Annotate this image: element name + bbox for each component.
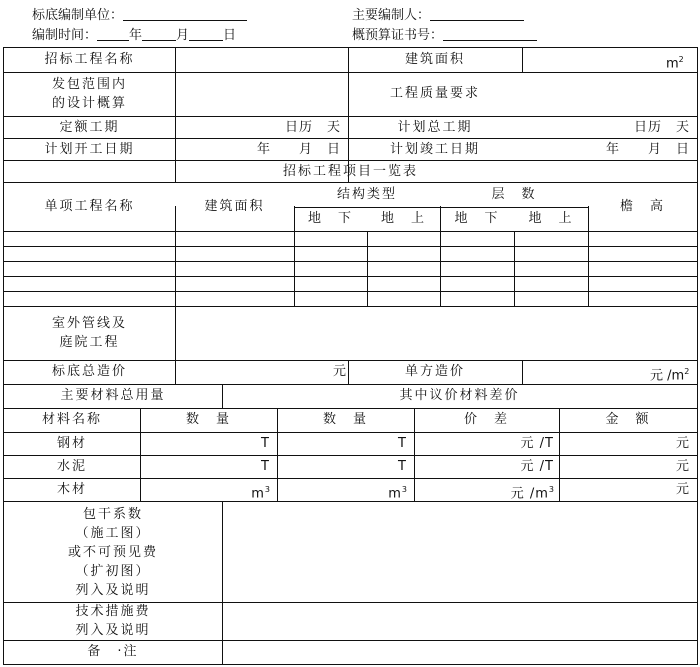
- total-price-label: 标底总造价: [51, 364, 127, 379]
- price-difference-unit: 元 /T: [520, 459, 554, 474]
- month-label: 月: [176, 28, 190, 43]
- lump-sum-coefficient-label: 包干系数 （施工图） 或不可预见费 （扩初图） 列入及说明: [67, 507, 158, 598]
- material-name: 钢材: [56, 436, 87, 451]
- grid-line: [4, 640, 697, 641]
- quantity-unit: T: [261, 436, 270, 451]
- grid-line: [367, 231, 368, 306]
- grid-line: [588, 206, 589, 306]
- material-name-header: 材料名称: [41, 412, 102, 427]
- quota-period-label: 定额工期: [59, 120, 120, 135]
- main-preparer-label: 主要编制人：: [352, 8, 431, 23]
- grid-line: [175, 306, 176, 384]
- grid-line: [4, 432, 697, 433]
- calendar-days-unit: 日历 天: [633, 120, 690, 135]
- quantity-unit: T: [398, 459, 407, 474]
- grid-line: [4, 276, 697, 277]
- grid-line: [4, 116, 697, 117]
- year-blank[interactable]: [97, 27, 129, 41]
- contract-scope-label: 发包范围内 的设计概算: [51, 77, 127, 111]
- amount-unit: 元: [675, 459, 690, 474]
- grid-line: [175, 48, 176, 182]
- grid-line: [294, 207, 588, 208]
- day-label: 日: [223, 28, 237, 43]
- amount-header: 金 额: [605, 412, 651, 427]
- aboveground-header: 地 上: [528, 211, 574, 226]
- price-difference-unit: 元 /T: [520, 436, 554, 451]
- unit-price-label: 单方造价: [404, 364, 465, 379]
- underground-header: 地 下: [454, 211, 500, 226]
- year-label: 年: [129, 28, 143, 43]
- grid-line: [522, 360, 523, 384]
- material-name: 水泥: [56, 459, 87, 474]
- certificate-field: [352, 27, 537, 44]
- grid-line: [4, 478, 697, 479]
- grid-line: [175, 206, 176, 306]
- item-area-header: 建筑面积: [204, 199, 265, 214]
- bidder-unit-field: [32, 7, 247, 24]
- end-date-units: 年 月 日: [605, 142, 690, 157]
- quantity-header: 数 量: [185, 412, 231, 427]
- grid-line: [4, 408, 697, 409]
- grid-line: [4, 360, 697, 361]
- item-name-header: 单项工程名称: [44, 199, 135, 214]
- outdoor-works-label: 室外管线及 庭院工程: [51, 316, 127, 350]
- grid-line: [4, 306, 697, 307]
- overview-title: 招标工程项目一览表: [282, 164, 418, 179]
- start-date-units: 年 月 日: [256, 142, 341, 157]
- unit-price-unit: 元 $/m^2$: [650, 367, 690, 384]
- certificate-label: 概预算证书号：: [352, 28, 444, 43]
- price-difference-unit: 元 $/m^3$: [510, 485, 554, 502]
- grid-line: [4, 182, 697, 183]
- bidder-unit-blank[interactable]: [123, 7, 247, 21]
- grid-line: [4, 138, 697, 139]
- planned-end-label: 计划竣工日期: [389, 142, 480, 157]
- bid-form-table: [3, 47, 698, 665]
- material-name: 木材: [56, 482, 87, 497]
- structure-type-header: 结构类型: [336, 187, 397, 202]
- date-field: [32, 27, 236, 44]
- planned-total-period-label: 计划总工期: [397, 120, 473, 135]
- quantity-unit: T: [261, 459, 270, 474]
- technical-measures-label: 技术措施费 列入及说明: [75, 604, 151, 638]
- remarks-label: 备 ·注: [87, 644, 139, 659]
- yuan-unit: 元: [333, 364, 347, 379]
- quality-requirement-label: 工程质量要求: [389, 86, 480, 101]
- eave-height-header: 檐 高: [619, 199, 665, 214]
- grid-line: [522, 48, 523, 72]
- grid-line: [222, 501, 223, 664]
- project-name-label: 招标工程名称: [44, 52, 135, 67]
- grid-line: [4, 160, 697, 161]
- main-materials-label: 主要材料总用量: [60, 388, 166, 403]
- grid-line: [514, 231, 515, 306]
- certificate-blank[interactable]: [443, 27, 537, 41]
- amount-unit: 元: [675, 482, 690, 497]
- quantity-unit: $m^3$: [251, 485, 270, 502]
- main-preparer-blank[interactable]: [430, 7, 524, 21]
- month-blank[interactable]: [142, 27, 176, 41]
- price-difference-header: 价 差: [463, 412, 509, 427]
- grid-line: [4, 246, 697, 247]
- grid-line: [4, 384, 697, 385]
- building-area-label: 建筑面积: [404, 52, 465, 67]
- quantity-unit: $m^3$: [388, 485, 407, 502]
- quantity-header: 数 量: [322, 412, 368, 427]
- day-blank[interactable]: [189, 27, 223, 41]
- grid-line: [4, 231, 697, 232]
- main-preparer-field: [352, 7, 524, 24]
- grid-line: [4, 291, 697, 292]
- aboveground-header: 地 上: [380, 211, 426, 226]
- grid-line: [4, 261, 697, 262]
- price-difference-label: 其中议价材料差价: [399, 388, 520, 403]
- calendar-days-unit: 日历 天: [284, 120, 341, 135]
- area-unit: $m^2$: [666, 55, 684, 72]
- grid-line: [4, 72, 697, 73]
- amount-unit: 元: [675, 436, 690, 451]
- quantity-unit: T: [398, 436, 407, 451]
- floors-header: 层 数: [491, 187, 537, 202]
- grid-line: [348, 48, 349, 182]
- planned-start-label: 计划开工日期: [44, 142, 135, 157]
- date-label: 编制时间：: [32, 28, 98, 43]
- bidder-unit-label: 标底编制单位：: [32, 8, 124, 23]
- underground-header: 地 下: [307, 211, 353, 226]
- grid-line: [4, 455, 697, 456]
